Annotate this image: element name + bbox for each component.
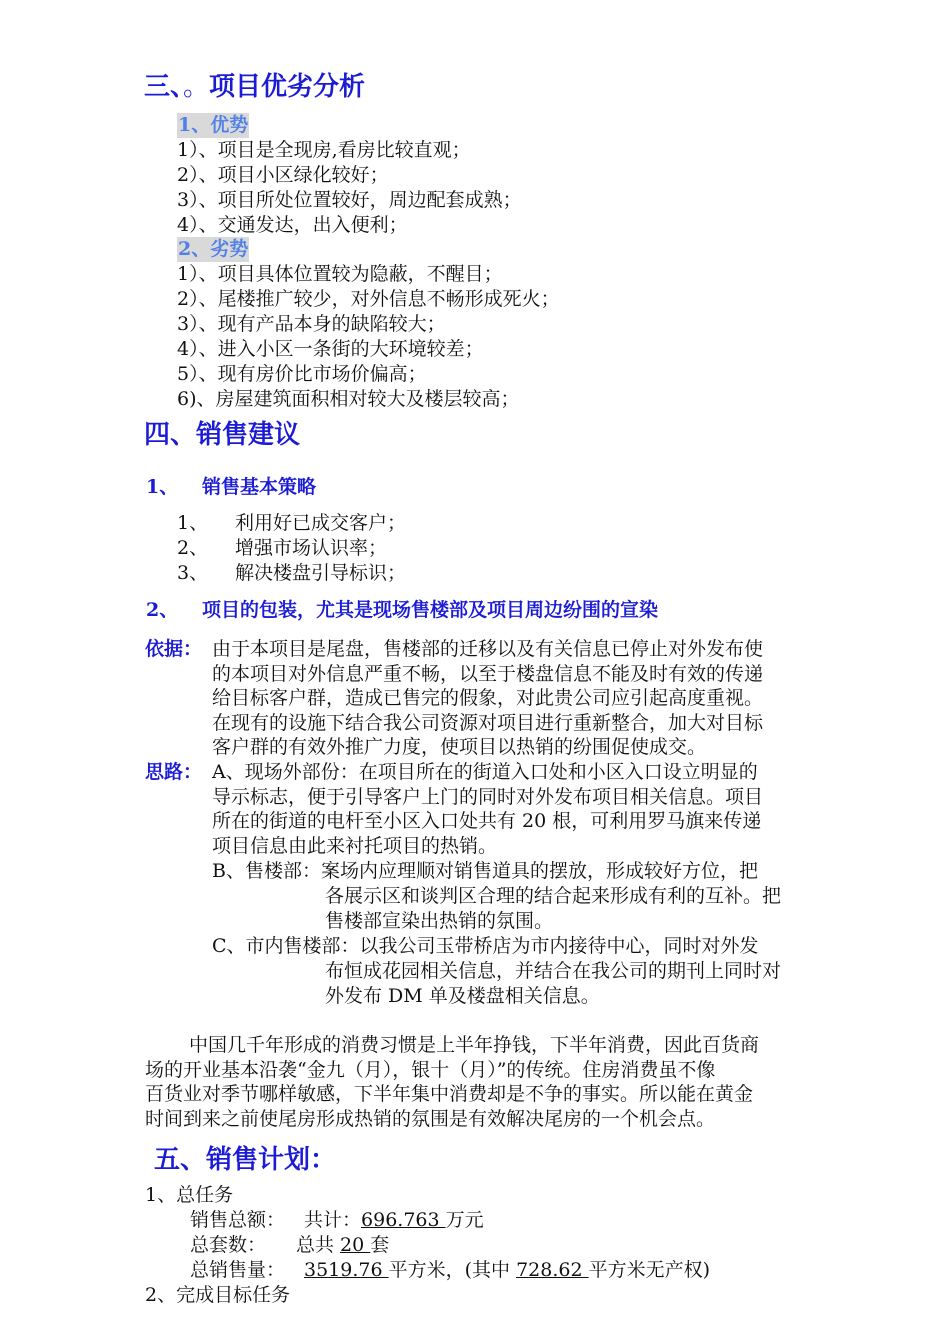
strategy-heading: 销售基本策略 <box>202 476 317 498</box>
idea-label: 思路： <box>145 761 203 783</box>
disadvantage-item: 2）、尾楼推广较少，对外信息不畅形成死火； <box>177 288 560 310</box>
section-5-title: 五、销售计划： <box>154 1145 337 1175</box>
idea-c-text: 布恒成花园相关信息，并结合在我公司的期刊上同时对 外发布 DM 单及楼盘相关信息。 <box>325 960 782 1007</box>
advantage-item: 2）、项目小区绿化较好； <box>177 164 389 186</box>
no-title-area-value: 728.62 <box>516 1259 589 1281</box>
disadvantage-item: 5）、现有房价比市场价偏高； <box>177 363 427 385</box>
consumption-paragraph: 中国几千年形成的消费习惯是上半年挣钱，下半年消费，因此百货商 场的开业基本沿袭“金九（月），银十（月）”的传统。住房消费虽不像 百货业对季节哪样敏感，下半年集中消费却是不争的事实。所以能在黄金 时间到来之前使尾房形成热销的氛围是有效解决尾房的一个机会点。 <box>145 1034 760 1130</box>
idea-c-head: C、市内售楼部：以我公司玉带桥店为市内接待中心，同时对外发 <box>212 935 759 957</box>
disadvantages-heading: 2、劣势 <box>178 238 249 260</box>
section-3-number: 三、 <box>144 72 184 102</box>
section-3-dot: 。 <box>183 72 210 102</box>
packaging-heading: 项目的包装，尤其是现场售楼部及项目周边纷围的宣染 <box>202 599 659 621</box>
total-area-row: 总销售量： 3519.76 平方米，(其中 728.62 平方米无产权) <box>190 1259 711 1281</box>
section-4-title: 四、销售建议 <box>144 420 301 450</box>
disadvantages-list <box>177 262 560 412</box>
sales-amount-label: 销售总额： <box>190 1209 286 1231</box>
disadvantage-item: 1）、项目具体位置较为隐蔽，不醒目； <box>177 263 503 285</box>
advantages-list <box>177 138 522 238</box>
strategy-list <box>177 511 406 586</box>
total-sets-label: 总套数： <box>190 1234 267 1256</box>
total-task-heading: 1、总任务 <box>145 1184 234 1206</box>
total-sets-value: 20 <box>340 1234 371 1256</box>
strategy-number: 1、 <box>146 476 179 498</box>
packaging-number: 2、 <box>146 599 179 621</box>
basis-text: 由于本项目是尾盘，售楼部的迁移以及有关信息已停止对外发布使 的本项目对外信息严重不畅，以至于楼盘信息不能及时有效的传递 给目标客户群，造成已售完的假象，对此贵公司应引起高度重视。 在现有的设施下结合我公司资源对项目进行重新整合，加大对目标 客户群的有效外推广力度，使项目以热销的纷围促使成交。 <box>212 638 764 759</box>
section-3-heading: 项目优劣分析 <box>209 72 366 102</box>
total-sets-row: 总套数： 总共 20 套 <box>190 1234 390 1256</box>
section-3-title <box>144 70 365 104</box>
disadvantage-item: 4）、进入小区一条街的大环境较差； <box>177 338 484 360</box>
total-area-label: 总销售量： <box>190 1259 286 1281</box>
target-task-heading: 2、完成目标任务 <box>145 1284 291 1306</box>
total-area-value: 3519.76 <box>304 1259 389 1281</box>
idea-b-text: 各展示区和谈判区合理的结合起来形成有利的互补。把 售楼部宣染出热销的氛围。 <box>325 885 782 932</box>
idea-b-head: B、售楼部：案场内应理顺对销售道具的摆放，形成较好方位，把 <box>212 860 758 882</box>
advantage-item: 1）、项目是全现房,看房比较直观； <box>177 139 471 161</box>
advantage-item: 3）、项目所处位置较好，周边配套成熟； <box>177 189 522 211</box>
disadvantage-item: 3）、现有产品本身的缺陷较大； <box>177 313 446 335</box>
idea-a-text: A、现场外部份：在项目所在的街道入口处和小区入口设立明显的 导示标志，便于引导客户上门的同时对外发布项目相关信息。项目 所在的街道的电杆至小区入口处共有 20 根，可利用罗马旗来传递 项目信息由此来衬托项目的热销。 <box>212 761 764 857</box>
strategy-item: 2、 增强市场认识率； <box>177 537 388 559</box>
basis-label: 依据： <box>145 638 203 660</box>
strategy-item: 1、 利用好已成交客户； <box>177 512 407 534</box>
advantages-heading: 1、优势 <box>178 114 249 136</box>
strategy-item: 3、 解决楼盘引导标识； <box>177 562 407 584</box>
sales-amount-row: 销售总额： 共计：696.763 万元 <box>190 1209 484 1231</box>
disadvantage-item: 6)、房屋建筑面积相对较大及楼层较高； <box>177 388 520 410</box>
sales-amount-value: 696.763 <box>361 1209 446 1231</box>
advantage-item: 4）、交通发达，出入便利； <box>177 214 408 236</box>
